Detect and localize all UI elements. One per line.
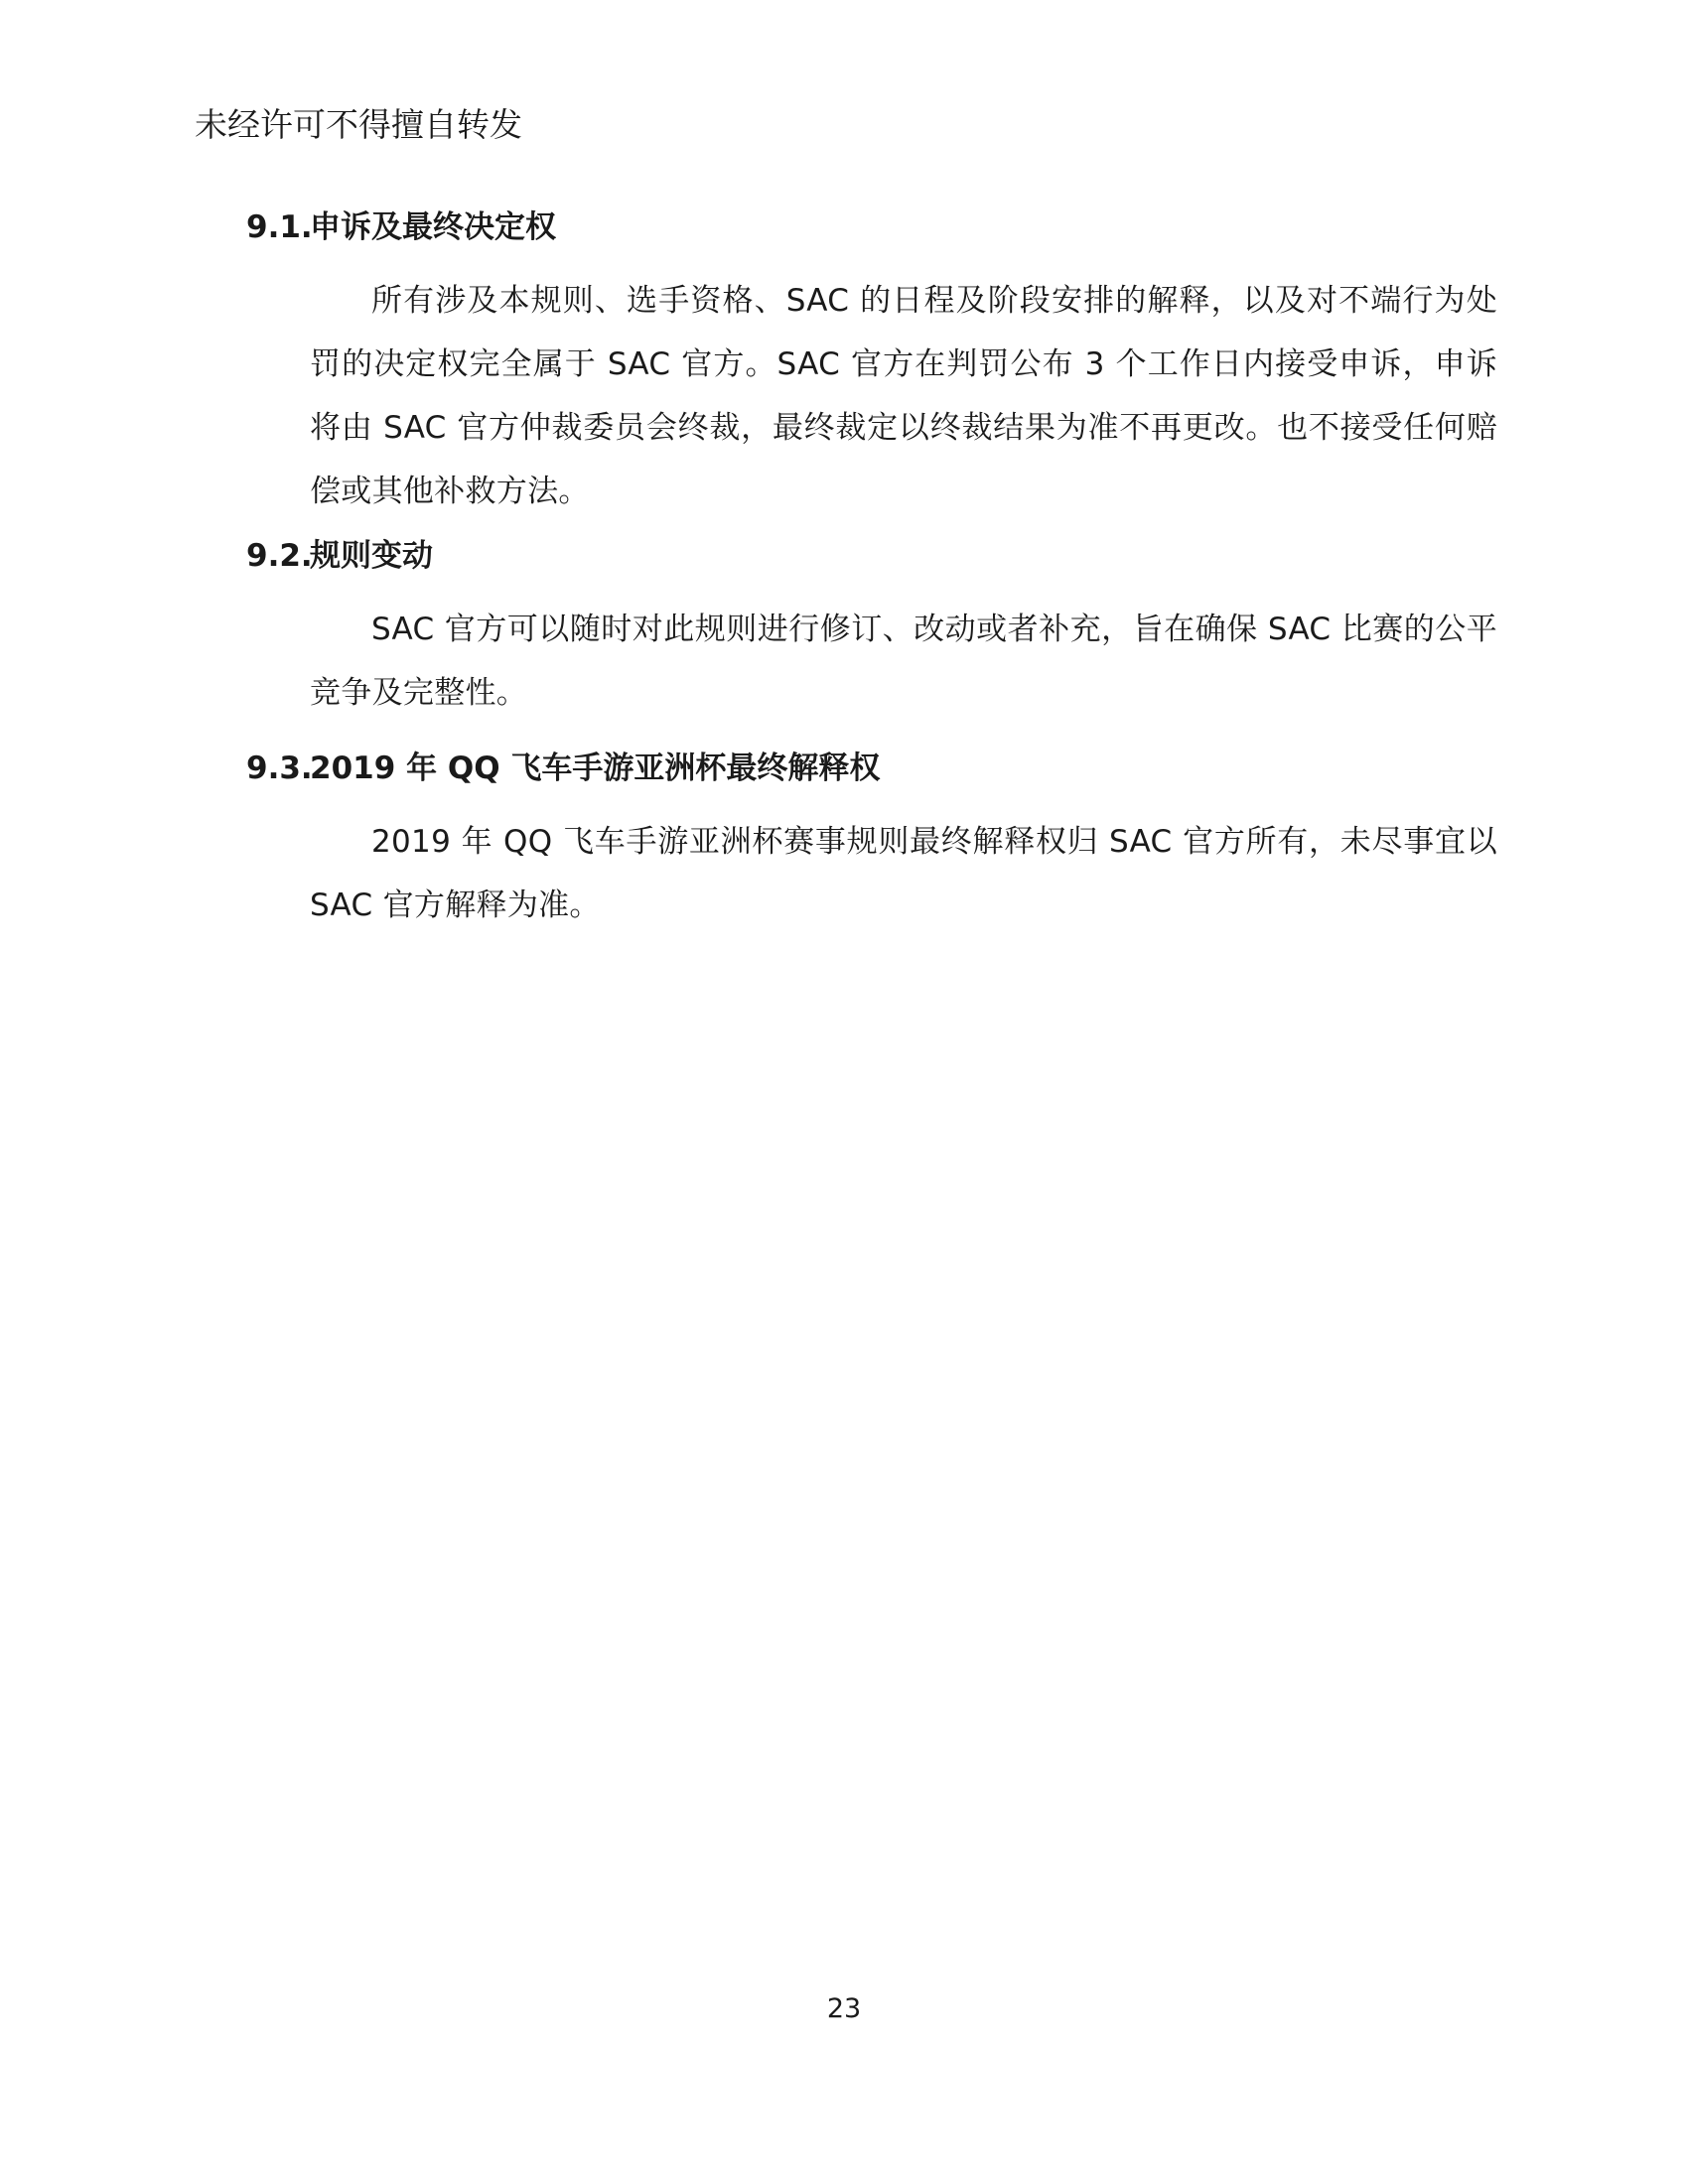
section-paragraph: SAC 官方可以随时对此规则进行修订、改动或者补充，旨在确保 SAC 比赛的公平竞争及完整性。	[310, 612, 1497, 711]
section-final-interpretation	[246, 747, 1497, 937]
page-number: 23	[826, 1993, 862, 2024]
section-number: 9.3.	[246, 751, 313, 786]
section-title: 规则变动	[310, 538, 433, 574]
section-rule-changes	[246, 534, 1497, 725]
section-paragraph: 2019 年 QQ 飞车手游亚洲杯赛事规则最终解释权归 SAC 官方所有，未尽事宜以 SAC 官方解释为准。	[310, 824, 1497, 923]
section-appeal-final-decision	[246, 205, 1497, 523]
section-paragraph: 所有涉及本规则、选手资格、SAC 的日程及阶段安排的解释，以及对不端行为处罚的决定权完全属于 SAC 官方。SAC 官方在判罚公布 3 个工作日内接受申诉，申诉将由 SAC 官方仲裁委员会终裁，最终裁定以终裁结果为准不再更改。也不接受任何赔偿或其他补救方法。	[310, 283, 1497, 509]
section-title: 申诉及最终决定权	[310, 209, 556, 245]
section-number: 9.2.	[246, 538, 313, 574]
section-heading	[246, 205, 1497, 249]
section-heading	[246, 534, 1497, 578]
section-title: 2019 年 QQ 飞车手游亚洲杯最终解释权	[310, 751, 881, 786]
header-note: 未经许可不得擅自转发	[195, 105, 522, 144]
section-number: 9.1.	[246, 209, 313, 245]
section-heading	[246, 747, 1497, 790]
